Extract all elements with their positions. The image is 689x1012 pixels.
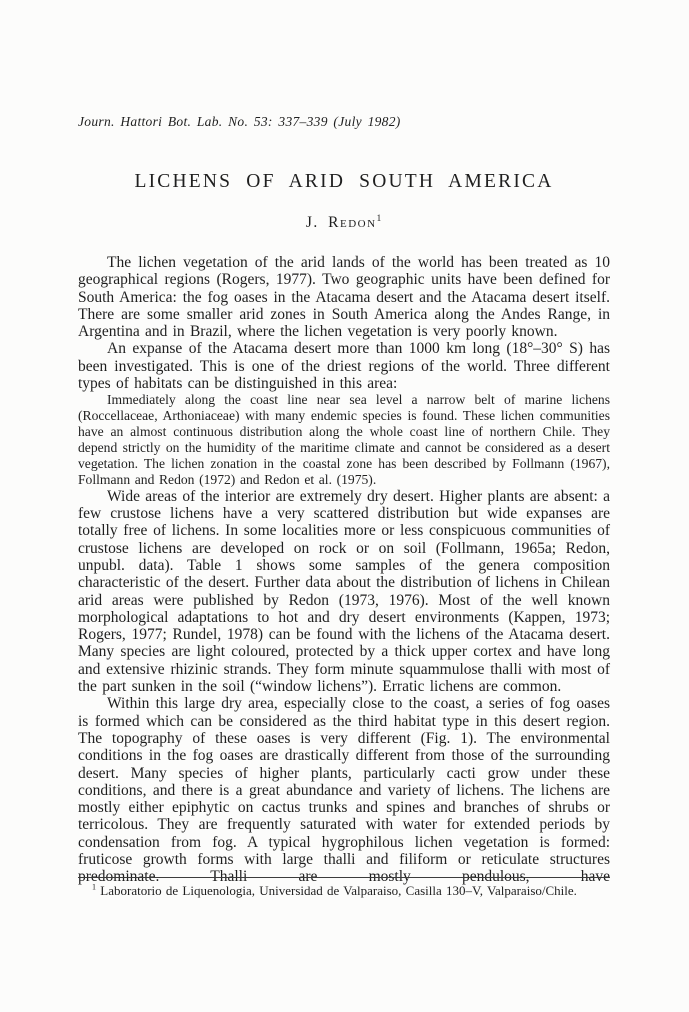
journal-header: Journ. Hattori Bot. Lab. No. 53: 337–339 (July 1982) — [78, 114, 401, 129]
body-paragraph-4: Wide areas of the interior are extremely dry desert. Higher plants are absent: a few crustose lichens have a very scattered distribution but wide expanses are totally free of lichens. In some localities more or less conspicuous communities of crustose lichens are developed on rock or on soil (Follmann, 1965a; Redon, unpubl. data). Table 1 shows some samples of the genera composition characteristic of the desert. Further data about the distribution of lichens in Chilean arid areas were published by Redon (1973, 1976). Most of the well known morphological adaptations to hot and dry desert environments (Kappen, 1973; Rogers, 1977; Rundel, 1978) can be found with the lichens of the Atacama desert. Many species are light coloured, protected by a thick upper cortex and have long and extensive rhizinic strands. They form minute squammulose thalli with most of the part sunken in the soil (“window lichens”). Erratic lichens are common. — [78, 487, 610, 696]
page-content — [78, 0, 610, 886]
page-title: LICHENS OF ARID SOUTH AMERICA — [134, 171, 554, 192]
author-footnote-marker: 1 — [376, 212, 383, 224]
body-paragraph-2: An expanse of the Atacama desert more than 1000 km long (18°–30° S) has been investigated. This is one of the driest regions of the world. Three different types of habitats can be distinguished in this area: — [78, 340, 610, 393]
footnote-block — [78, 877, 610, 899]
author-name: J. Redon — [305, 214, 377, 231]
footnote — [78, 883, 610, 899]
body-paragraph-5: Within this large dry area, especially close to the coast, a series of fog oases is formed which can be considered as the third habitat type in this desert region. The topography of these oases is very different (Fig. 1). The environmental conditions in the fog oases are drastically different from those of the surrounding desert. Many species of higher plants, particularly cacti grow under these conditions, and there is a great abundance and variety of lichens. The lichens are mostly either epiphytic on cactus trunks and spines and branches of shrubs or terricolous. They are frequently saturated with water for extended periods by condensation from fog. A typical hygrophilous lichen vegetation is formed: fruticose growth forms with large thalli and filiform or reticulate structures predominate. Thalli are mostly pendulous, have — [78, 695, 610, 886]
footnote-marker: 1 — [92, 882, 97, 892]
article-body — [78, 254, 610, 886]
body-paragraph-3-small-type: Immediately along the coast line near sea level a narrow belt of marine lichens (Roccellaceae, Arthoniaceae) with many endemic species is found. These lichen communities have an almost continuous distribution along the whole coast line of northern Chile. They depend strictly on the humidity of the maritime climate and cannot be considered as a desert vegetation. The lichen zonation in the coastal zone has been described by Follmann (1967), Follmann and Redon (1972) and Redon et al. (1975). — [78, 392, 610, 487]
author-line — [78, 214, 610, 232]
footnote-text: Laboratorio de Liquenologia, Universidad de Valparaiso, Casilla 130–V, Valparaiso/Chile. — [96, 883, 577, 898]
body-paragraph-1: The lichen vegetation of the arid lands of the world has been treated as 10 geographical regions (Rogers, 1977). Two geographic units have been defined for South America: the fog oases in the Atacama desert and the Atacama desert itself. There are some smaller arid zones in South America along the Andes Range, in Argentina and in Brazil, where the lichen vegetation is very poorly known. — [78, 254, 610, 341]
